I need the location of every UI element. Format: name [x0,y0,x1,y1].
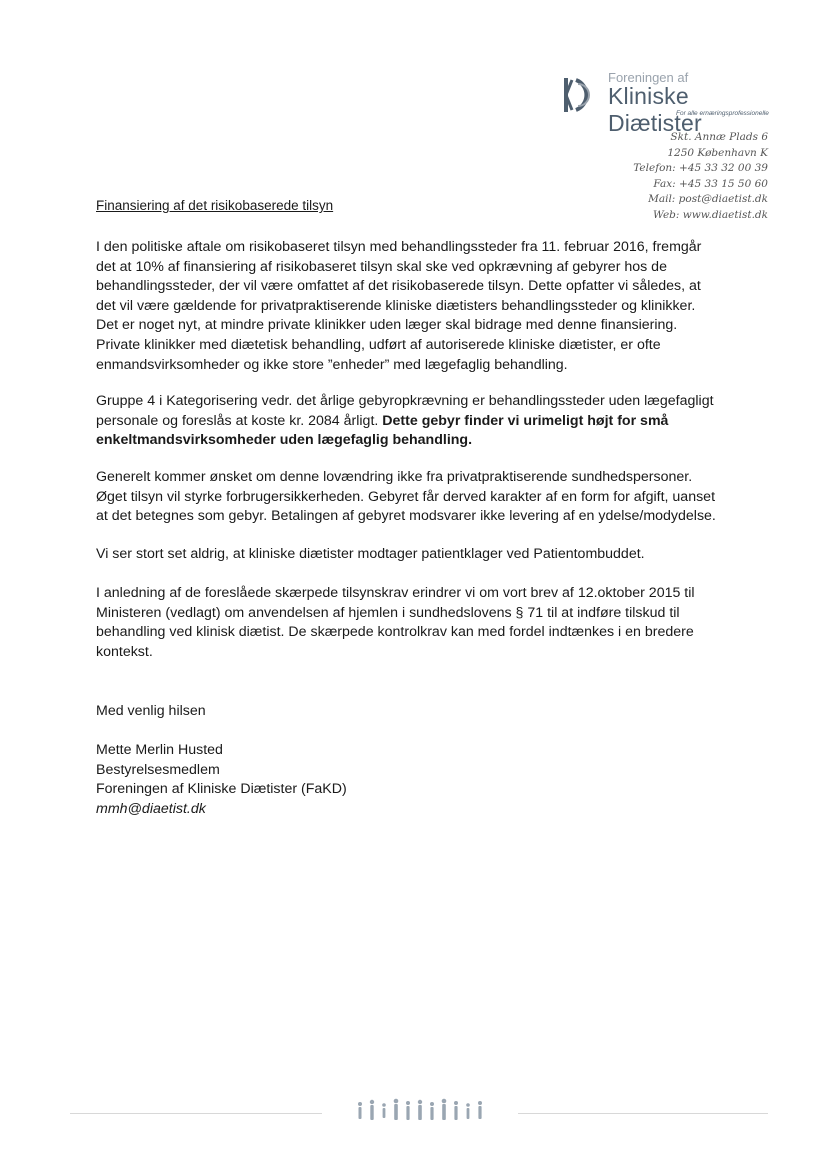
paragraph-1 [96,238,756,375]
address-phone: Telefon: +45 33 32 00 39 [633,162,768,174]
text-line: Vi ser stort set aldrig, at kliniske diætister modtager patientklager ved Patientombuddet. [96,546,645,562]
signature-block [96,741,347,819]
text-line: Ministeren (vedlagt) om anvendelsen af hjemlen i sundhedslovens § 71 til at indføre tilskud til [96,604,680,621]
footer-divider-right [518,1113,768,1114]
text-line: Det er noget nyt, at mindre private klinikker uden læger skal bidrage med denne finansiering. [96,317,678,334]
paragraph-4 [96,545,756,565]
paragraph-3 [96,468,756,527]
address-fax: Fax: +45 33 15 50 60 [653,177,768,190]
closing-text: Med venlig hilsen [96,703,206,719]
text-line: Generelt kommer ønsket om denne lovændring ikke fra privatpraktiserende sundhedspersoner. [96,469,693,485]
text-segment: personale og foreslås at koste kr. 2084 årligt. [96,412,379,429]
closing [96,702,206,722]
bold-segment: Dette gebyr finder vi urimeligt højt for små [378,412,669,429]
logo-tagline: For alle ernæringsprofessionelle [676,110,769,117]
letter-title: Finansiering af det risikobaserede tilsyn [96,198,334,213]
footer-people-figures-icon [352,1094,492,1126]
logo-org-small: Foreningen af [608,70,689,85]
text-line: det at 10% af finansiering af risikobaseret tilsyn skal ske ved opkrævning af gebyrer hos de [96,258,667,275]
signer-name: Mette Merlin Husted [96,742,223,758]
address-city: 1250 København K [667,146,768,159]
text-line: Gruppe 4 i Kategorisering vedr. det årlige gebyropkrævning er behandlingssteder uden lægefagligt [96,393,714,409]
text-line: det vil være gældende for privatpraktiserende kliniske diætisters behandlingssteder og klinikker. [96,297,696,314]
address-web: Web: www.diaetist.dk [653,208,768,221]
logo-org-name: Kliniske Diætister [608,83,702,136]
signer-org: Foreningen af Kliniske Diætister (FaKD) [96,781,347,798]
text-line: enmandsvirksomheder og ikke store ”enheder” med lægefaglig behandling. [96,356,568,373]
text-line: kontekst. [96,643,153,660]
text-line: behandlingssteder, der vil være omfattet af det risikobaserede tilsyn. Dette opfatter vi således, at [96,278,701,295]
address-block [548,130,768,223]
text-line: behandling ved klinisk diætist. De skærpede kontrolkrav kan med fordel indtænkes i en bredere [96,624,694,641]
paragraph-5 [96,584,756,662]
text-line-mixed [96,412,756,432]
bold-line: enkeltmandsvirksomheder uden lægefaglig behandling. [96,432,473,449]
text-line: I den politiske aftale om risikobaseret tilsyn med behandlingssteder fra 11. februar 2016, fremgår [96,239,702,255]
text-line: Øget tilsyn vil styrke forbrugersikkerheden. Gebyret får derved karakter af en form for afgift, uanset [96,488,716,505]
address-mail: Mail: post@diaetist.dk [648,193,768,205]
kd-logo-icon [562,74,606,116]
text-line: at det betegnes som gebyr. Betalingen af gebyret modsvarer ikke levering af en ydelse/modydelse. [96,508,716,525]
text-line: Private klinikker med diætetisk behandling, udført af autoriserede kliniske diætister, er ofte [96,336,661,353]
signer-email[interactable]: mmh@diaetist.dk [96,800,206,817]
text-line: I anledning af de foreslåede skærpede tilsynskrav erindrer vi om vort brev af 12.oktober 2015 til [96,585,695,601]
paragraph-2 [96,392,756,451]
signer-role: Bestyrelsesmedlem [96,761,220,778]
fakd-logo [562,70,772,136]
address-street: Skt. Annæ Plads 6 [670,131,768,143]
footer-divider-left [70,1113,322,1114]
